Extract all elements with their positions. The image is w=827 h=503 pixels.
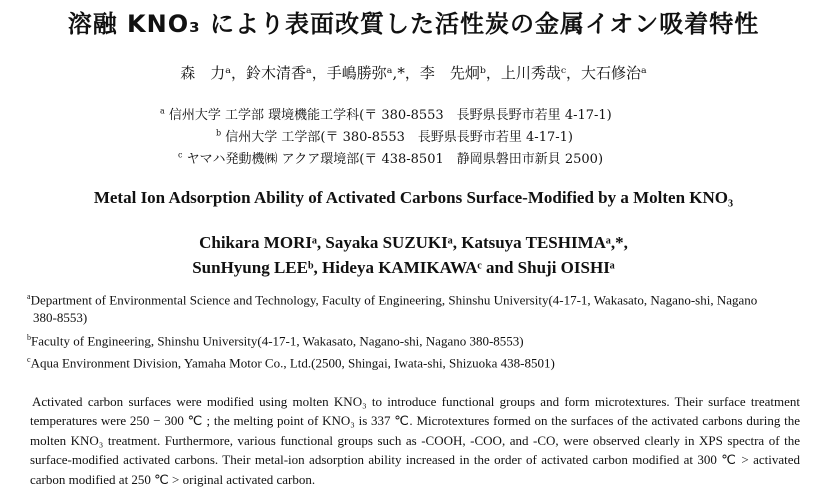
english-affiliation-b-text: Faculty of Engineering, Shinshu University(4-17-1, Wakasato, Nagano-shi, Nagano 380-8553) bbox=[31, 333, 524, 349]
english-authors-line-1: Chikara MORIᵃ, Sayaka SUZUKIᵃ, Katsuya TESHIMAᵃ,*, bbox=[199, 233, 628, 252]
japanese-title: 溶融 KNO₃ により表面改質した活性炭の金属イオン吸着特性 bbox=[67, 10, 760, 38]
english-affiliation-c bbox=[27, 355, 555, 371]
english-affiliation-a-continued: 380-8553) bbox=[33, 310, 88, 325]
affiliation-marker-c: c bbox=[27, 355, 31, 364]
japanese-affiliation-b-text: 信州大学 工学部(〒 380-8553 長野県長野市若里 4-17-1) bbox=[225, 130, 573, 145]
japanese-authors: 森 力ᵃ，鈴木清香ᵃ，手嶋勝弥ᵃ,*，李 先炯ᵇ，上川秀哉ᶜ，大石修治ᵃ bbox=[180, 64, 647, 82]
affiliation-marker-a: a bbox=[27, 292, 31, 301]
english-affiliation-a bbox=[27, 292, 757, 308]
affiliation-marker-c: c bbox=[178, 150, 183, 160]
affiliation-marker-b: b bbox=[216, 128, 222, 138]
japanese-affiliation-c bbox=[178, 148, 603, 167]
abstract bbox=[30, 392, 800, 489]
english-title: Metal Ion Adsorption Ability of Activated Carbons Surface-Modified by a Molten KNO₃ bbox=[93, 188, 734, 207]
japanese-affiliation-b bbox=[216, 126, 573, 145]
japanese-affiliation-a-text: 信州大学 工学部 環境機能工学科(〒 380-8553 長野県長野市若里 4-17-1) bbox=[168, 108, 612, 123]
affiliation-marker-a: a bbox=[160, 106, 165, 116]
english-affiliation-c-text: Aqua Environment Division, Yamaha Motor Co., Ltd.(2500, Shingai, Iwata-shi, Shizuoka 438-8501) bbox=[30, 355, 555, 371]
english-authors-line-2: SunHyung LEEᵇ, Hideya KAMIKAWAᶜ and Shuji OISHIᵃ bbox=[192, 258, 615, 277]
abstract-text: Activated carbon surfaces were modified using molten KNO₃ to introduce functional groups and form microtextures. Their surface treatment temperatures were 250 − 300 ℃ ; the melting point of KNO₃ is 337 ℃. Microtextures formed on the surfaces of the activated carbons during the molten KNO₃ treatment. Furthermore, various functional groups such as -COOH, -COO, and -CO, were observed clearly in XPS spectra of the surface-modified activated carbons. Their metal-ion adsorption ability increased in the order of activated carbon modified at 300 ℃ > activated carbon modified at 250 ℃ > original activated carbon. bbox=[30, 394, 800, 487]
japanese-affiliation-c-text: ヤマハ発動機㈱ アクア環境部(〒 438-8501 静岡県磐田市新貝 2500) bbox=[186, 152, 604, 167]
english-affiliation-b bbox=[27, 333, 524, 349]
japanese-affiliation-a bbox=[160, 104, 612, 123]
english-affiliation-a-text: Department of Environmental Science and Technology, Faculty of Engineering, Shinshu University(4-17-1, Wakasato, Nagano-shi, Nagano bbox=[30, 292, 758, 308]
affiliation-marker-b: b bbox=[27, 333, 31, 342]
